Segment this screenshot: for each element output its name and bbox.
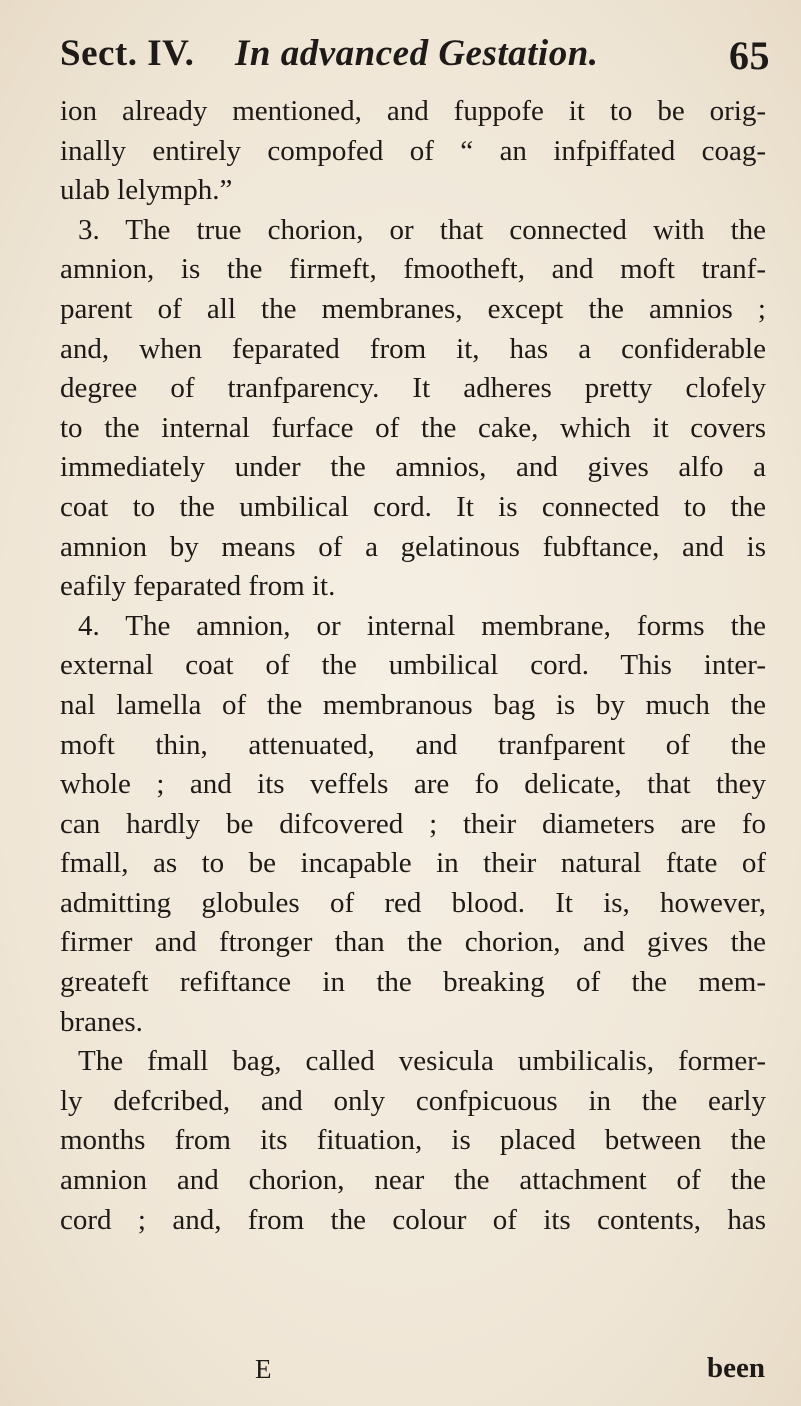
text-line: greateft refiftance in the breaking of the mem- xyxy=(60,966,766,999)
text-line: amnion by means of a gelatinous fubftance, and is xyxy=(60,530,766,563)
text-line: admitting globules of red blood. It is, however, xyxy=(60,886,766,919)
text-line: whole ; and its veffels are fo delicate, that they xyxy=(60,768,766,801)
text-line: amnion, is the firmeft, fmootheft, and moft tranf- xyxy=(60,253,766,286)
text-line: amnion and chorion, near the attachment of the xyxy=(60,1164,766,1197)
body-text xyxy=(60,92,766,1240)
text-line: moft thin, attenuated, and tranfparent of the xyxy=(60,728,766,761)
text-line: fmall, as to be incapable in their natural ftate of xyxy=(60,847,766,880)
signature-mark: E xyxy=(255,1354,272,1384)
text-line: 3. The true chorion, or that connected with the xyxy=(78,213,766,246)
text-line: coat to the umbilical cord. It is connected to the xyxy=(60,490,766,523)
text-line: 4. The amnion, or internal membrane, forms the xyxy=(78,609,766,642)
running-title: In advanced Gestation. xyxy=(235,33,599,74)
text-line: ion already mentioned, and fuppofe it to be orig- xyxy=(60,95,766,127)
text-line: to the internal furface of the cake, which it covers xyxy=(60,411,766,444)
text-line: eafily feparated from it. xyxy=(60,570,336,603)
running-header xyxy=(60,32,770,80)
catchword: been xyxy=(707,1352,765,1384)
text-line: can hardly be difcovered ; their diameters are fo xyxy=(60,807,766,840)
text-line: inally entirely compofed of “ an infpiffated coag- xyxy=(60,134,766,167)
text-line: degree of tranfparency. It adheres pretty clofely xyxy=(60,372,766,405)
text-line: firmer and ftronger than the chorion, and gives the xyxy=(60,926,766,959)
text-line: immediately under the amnios, and gives alfo a xyxy=(60,451,766,484)
text-line: cord ; and, from the colour of its contents, has xyxy=(60,1203,766,1236)
text-line: ly defcribed, and only confpicuous in the early xyxy=(60,1084,766,1117)
text-line: external coat of the umbilical cord. This inter- xyxy=(60,649,766,682)
text-line: and, when feparated from it, has a confiderable xyxy=(60,332,766,365)
text-line: The fmall bag, called vesicula umbilicalis, former- xyxy=(78,1045,766,1078)
text-line: branes. xyxy=(60,1005,143,1038)
text-line: nal lamella of the membranous bag is by much the xyxy=(60,688,766,721)
text-line: months from its fituation, is placed between the xyxy=(60,1124,766,1157)
page-number: 65 xyxy=(729,33,770,78)
section-label: Sect. IV. xyxy=(60,33,195,74)
text-line: parent of all the membranes, except the amnios ; xyxy=(60,292,766,325)
text-line: ulab lelymph.” xyxy=(60,174,233,207)
